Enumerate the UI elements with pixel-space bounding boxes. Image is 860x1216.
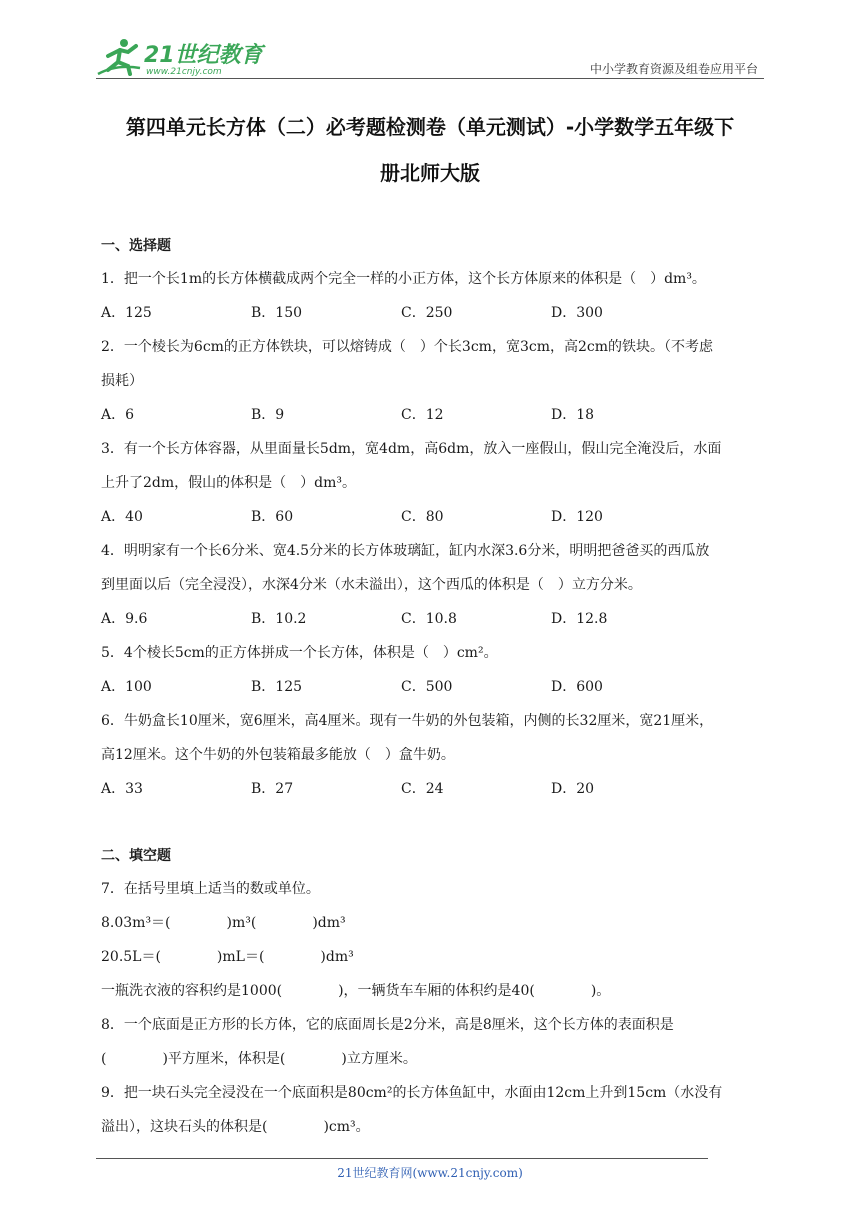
exam-content — [101, 230, 764, 1144]
option-c: C．24 — [401, 781, 444, 797]
options-6 — [101, 772, 764, 806]
question-3-line2: 上升了2dm，假山的体积是（ ）dm³。 — [101, 475, 356, 491]
page-title-line2: 册北师大版 — [380, 161, 480, 185]
section-heading-fill: 二、填空题 — [101, 848, 171, 864]
page-title — [96, 104, 764, 196]
option-b: B．60 — [251, 509, 294, 525]
question-2-line1: 2．一个棱长为6cm的正方体铁块，可以熔铸成（ ）个长3cm，宽3cm，高2cm的铁块。（不考虑 — [101, 339, 713, 355]
question-4-line1: 4．明明家有一个长6分米、宽4.5分米的长方体玻璃缸，缸内水深3.6分米，明明把爸爸买的西瓜放 — [101, 543, 710, 559]
option-d: D．20 — [551, 781, 595, 797]
option-b: B．9 — [251, 407, 285, 423]
site-logo[interactable] — [96, 34, 266, 78]
question-7-item3: 一瓶洗衣液的容积约是1000( )，一辆货车车厢的体积约是40( )。 — [101, 983, 611, 999]
runner-logo-icon — [96, 34, 266, 78]
question-6-line2: 高12厘米。这个牛奶的外包装箱最多能放（ ）盒牛奶。 — [101, 747, 455, 763]
option-b: B．150 — [251, 305, 303, 321]
option-b: B．125 — [251, 679, 303, 695]
options-1 — [101, 296, 764, 330]
options-3 — [101, 500, 764, 534]
option-a: A．33 — [101, 781, 143, 797]
option-a: A．40 — [101, 509, 143, 525]
svg-text:www.21cnjy.com: www.21cnjy.com — [146, 67, 222, 77]
option-a: A．100 — [101, 679, 152, 695]
footer-divider — [96, 1158, 708, 1159]
option-d: D．12.8 — [551, 611, 608, 627]
option-b: B．10.2 — [251, 611, 307, 627]
option-d: D．300 — [551, 305, 603, 321]
svg-text:21世纪教育: 21世纪教育 — [144, 43, 263, 68]
question-5: 5．4个棱长5cm的正方体拼成一个长方体，体积是（ ）cm²。 — [101, 645, 498, 661]
question-9-line2: 溢出），这块石头的体积是( )cm³。 — [101, 1119, 370, 1135]
header-divider — [96, 78, 764, 79]
footer-link[interactable]: 21世纪教育网(www.21cnjy.com) — [337, 1166, 523, 1180]
option-c: C．10.8 — [401, 611, 457, 627]
question-7-item2: 20.5L＝( )mL＝( )dm³ — [101, 949, 354, 965]
option-a: A．9.6 — [101, 611, 148, 627]
question-8-line2: ( )平方厘米，体积是( )立方厘米。 — [101, 1051, 417, 1067]
option-d: D．600 — [551, 679, 603, 695]
question-6-line1: 6．牛奶盒长10厘米，宽6厘米，高4厘米。现有一牛奶的外包装箱，内侧的长32厘米，宽21厘米， — [101, 713, 714, 729]
option-b: B．27 — [251, 781, 294, 797]
option-d: D．18 — [551, 407, 595, 423]
option-c: C．250 — [401, 305, 453, 321]
option-a: A．6 — [101, 407, 135, 423]
question-2-line2: 损耗） — [101, 373, 143, 389]
question-7: 7．在括号里填上适当的数或单位。 — [101, 881, 320, 897]
option-c: C．80 — [401, 509, 444, 525]
page-title-line1: 第四单元长方体（二）必考题检测卷（单元测试）-小学数学五年级下 — [125, 115, 735, 139]
section-spacer — [101, 806, 764, 840]
question-8-line1: 8．一个底面是正方形的长方体，它的底面周长是2分米，高是8厘米，这个长方体的表面积是 — [101, 1017, 674, 1033]
options-5 — [101, 670, 764, 704]
header-tagline: 中小学教育资源及组卷应用平台 — [589, 62, 758, 76]
options-4 — [101, 602, 764, 636]
option-d: D．120 — [551, 509, 603, 525]
question-9-line1: 9．把一块石头完全浸没在一个底面积是80cm²的长方体鱼缸中，水面由12cm上升到15cm（水没有 — [101, 1085, 723, 1101]
option-a: A．125 — [101, 305, 152, 321]
question-7-item1: 8.03m³＝( )m³( )dm³ — [101, 915, 346, 931]
question-3-line1: 3．有一个长方体容器，从里面量长5dm，宽4dm，高6dm，放入一座假山，假山完全淹没后，水面 — [101, 441, 722, 457]
option-c: C．500 — [401, 679, 453, 695]
question-4-line2: 到里面以后（完全浸没），水深4分米（水未溢出），这个西瓜的体积是（ ）立方分米。 — [101, 577, 642, 593]
question-1: 1．把一个长1m的长方体横截成两个完全一样的小正方体，这个长方体原来的体积是（ ）dm³。 — [101, 271, 706, 287]
section-heading-choice: 一、选择题 — [101, 238, 171, 254]
option-c: C．12 — [401, 407, 444, 423]
options-2 — [101, 398, 764, 432]
